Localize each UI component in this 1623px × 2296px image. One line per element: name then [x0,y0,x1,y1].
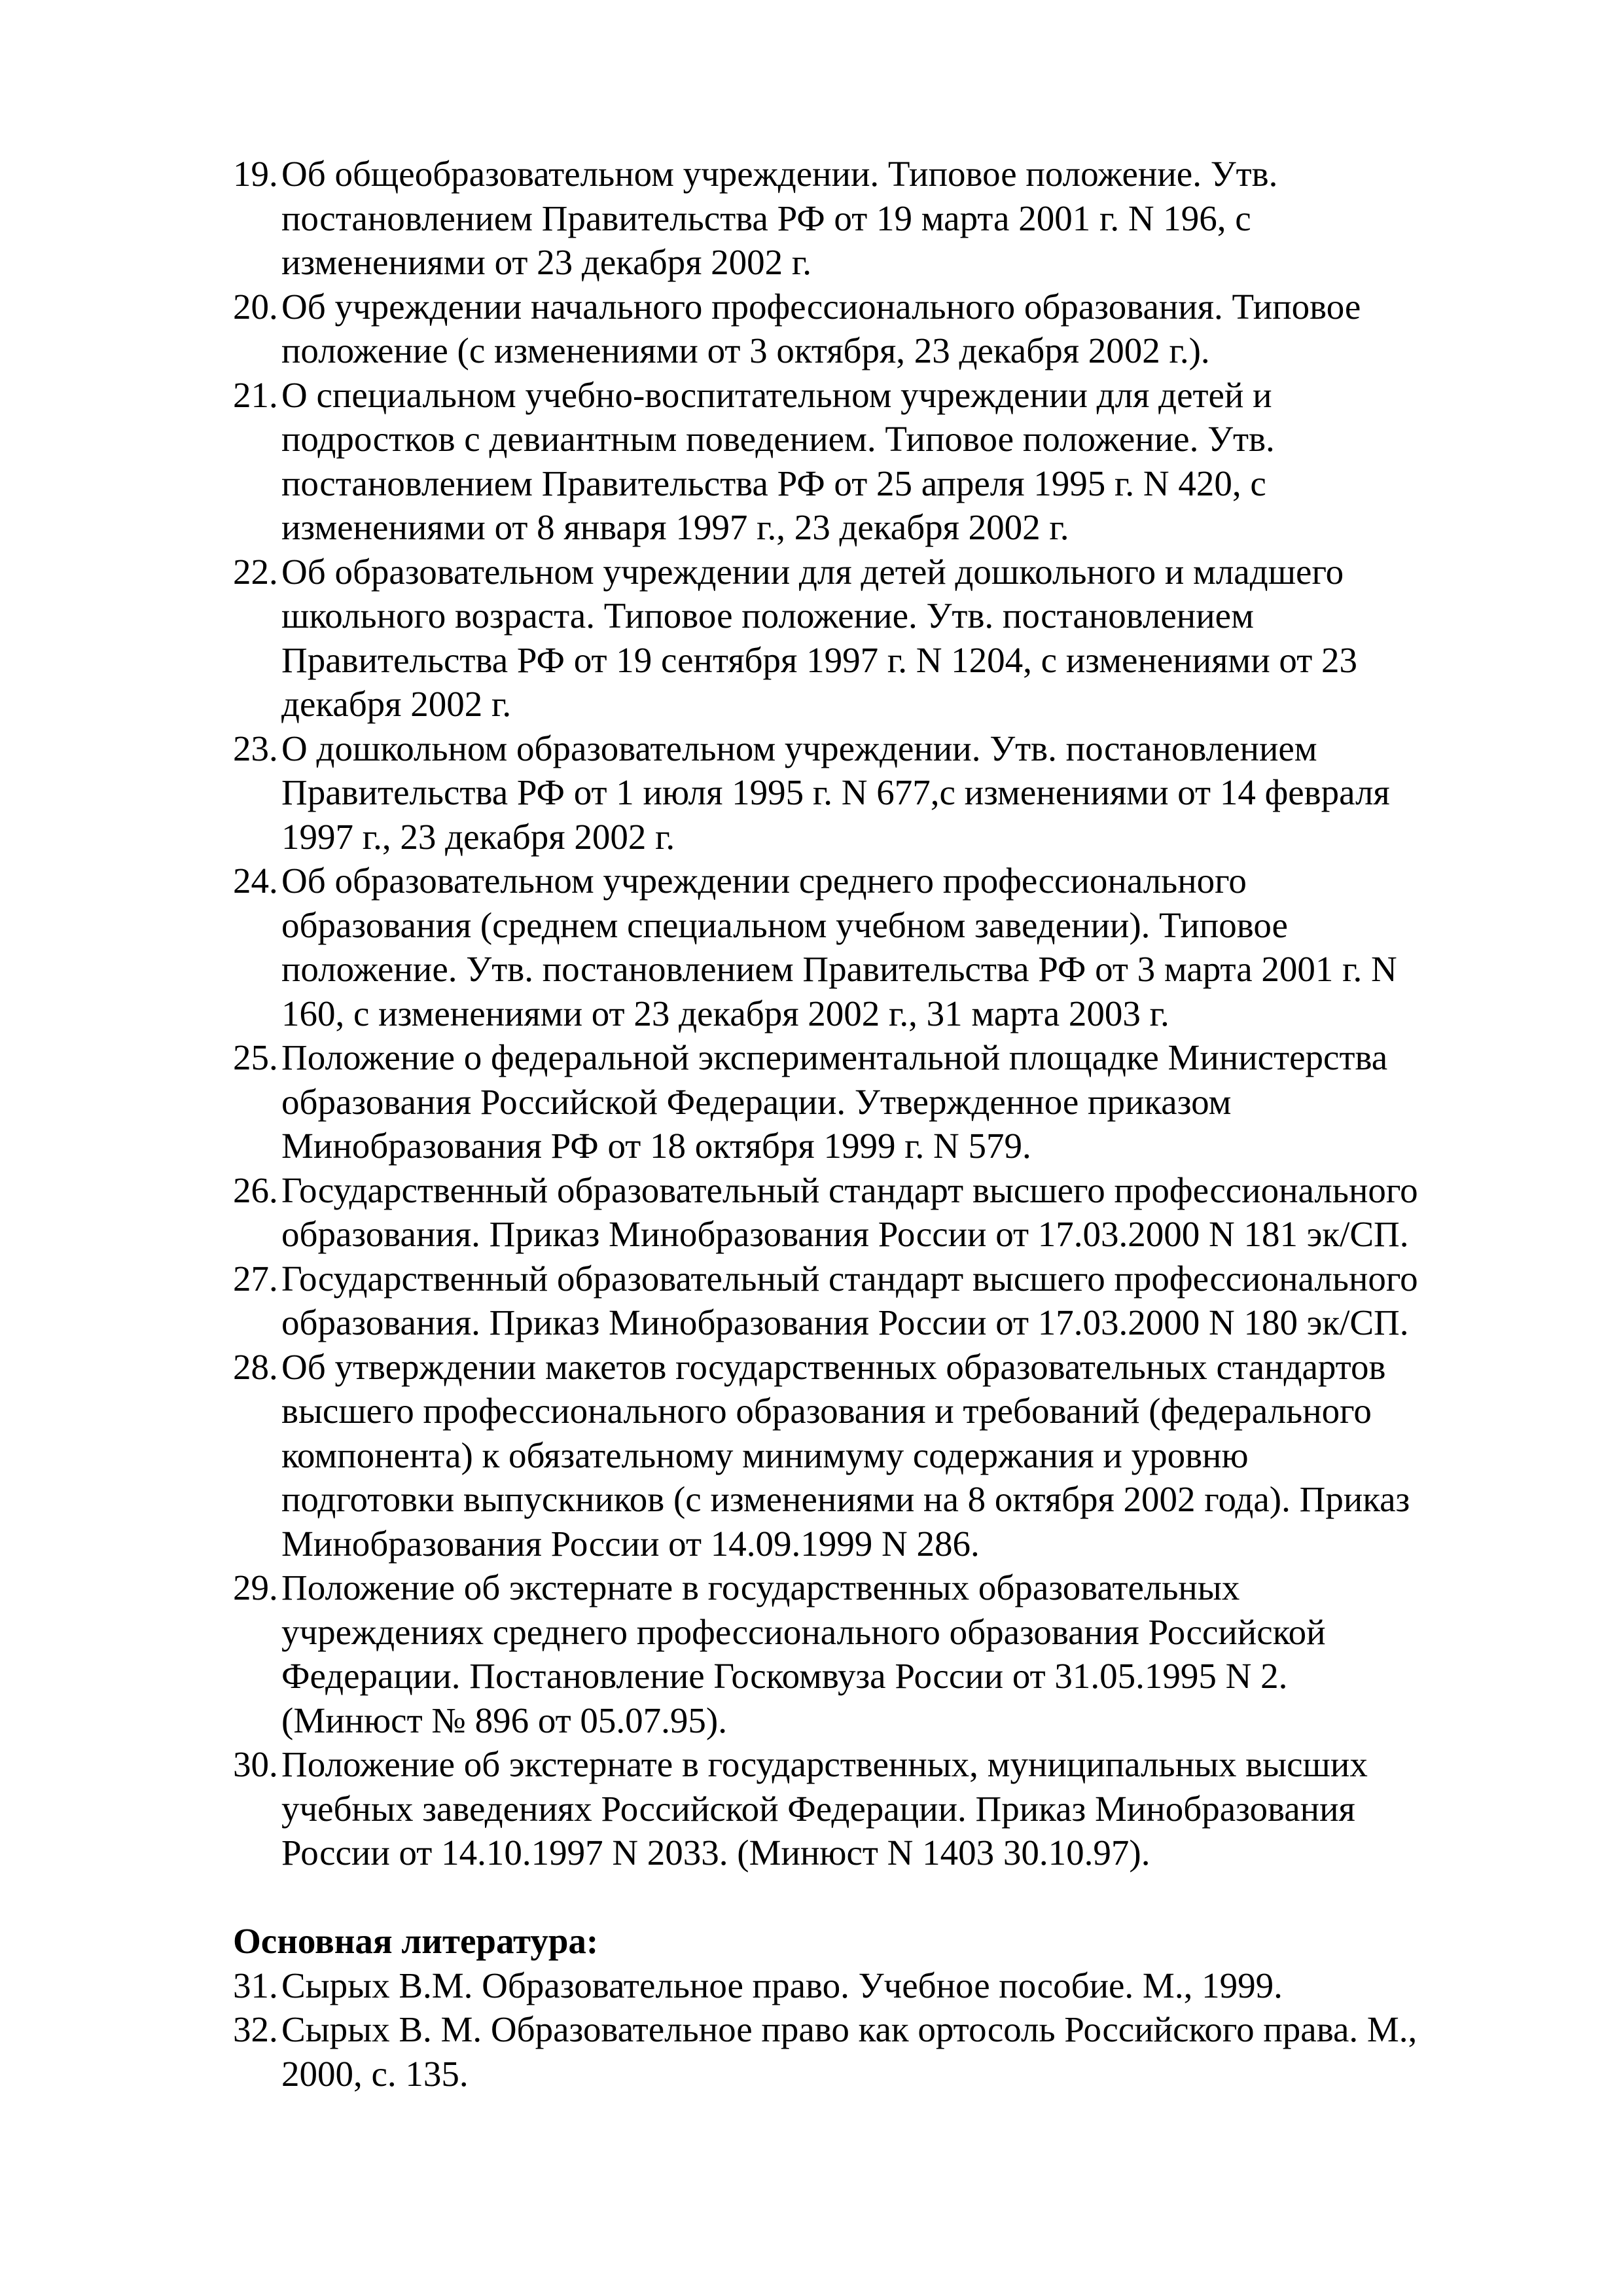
text-line: школьного возраста. Типовое положение. Утв. постановлением [281,596,1254,636]
text-line: образования. Приказ Минобразования России от 17.03.2000 N 181 эк/СП. [281,1214,1409,1254]
text-line: учреждениях среднего профессионального образования Российской [281,1611,1326,1652]
list-item-number: 26. [233,1170,278,1210]
text-line: подростков с девиантным поведением. Типовое положение. Утв. [281,419,1275,459]
list-item [233,1345,1503,1566]
text-line: 160, с изменениями от 23 декабря 2002 г., 31 марта 2003 г. [281,993,1169,1033]
text-line: высшего профессионального образования и требований (федерального [281,1391,1372,1431]
list-item [233,550,1503,726]
list-item-text [281,859,1503,1035]
text-line: Об общеобразовательном учреждении. Типовое положение. Утв. [281,154,1278,194]
list-item-text [281,285,1503,373]
text-line: Государственный образовательный стандарт высшего профессионального [281,1258,1418,1299]
text-line: Положение о федеральной экспериментальной площадке Министерства [281,1037,1388,1077]
list-item [233,2007,1503,2096]
list-item [233,373,1503,550]
text-line: Положение об экстернате в государственных образовательных [281,1568,1240,1607]
list-item-text [281,1257,1503,1345]
text-line: (Минюст № 896 от 05.07.95). [281,1700,727,1740]
list-item [233,1035,1503,1168]
list-item-number: 21. [233,374,278,415]
list-item-text [281,1964,1503,2008]
text-line: России от 14.10.1997 N 2033. (Минюст N 1403 30.10.97). [281,1833,1150,1873]
text-line: положение (с изменениями от 3 октября, 23 декабря 2002 г.). [281,331,1210,370]
text-line: О дошкольном образовательном учреждении. Утв. постановлением [281,728,1317,768]
list-item-number: 19. [233,154,278,194]
text-line: Государственный образовательный стандарт высшего профессионального [281,1170,1418,1210]
text-line: положение. Утв. постановлением Правительства РФ от 3 марта 2001 г. N [281,949,1397,989]
text-line: Об утверждении макетов государственных образовательных стандартов [281,1346,1386,1387]
list-item-number: 25. [233,1037,278,1077]
text-line: Сырых В. М. Образовательное право как ортосоль Российского права. М., [281,2009,1418,2049]
list-item-number: 24. [233,861,278,901]
text-line: образования. Приказ Минобразования России от 17.03.2000 N 180 эк/СП. [281,1302,1409,1342]
list-item [233,285,1503,373]
list-item-number: 31. [233,1965,278,2005]
text-line: изменениями от 8 января 1997 г., 23 декабря 2002 г. [281,507,1069,547]
text-line: постановлением Правительства РФ от 25 апреля 1995 г. N 420, с [281,463,1266,503]
list-item [233,1742,1503,1875]
text-line: образования (среднем специальном учебном заведении). Типовое [281,905,1288,945]
text-line: постановлением Правительства РФ от 19 марта 2001 г. N 196, с [281,198,1251,238]
list-item [233,1168,1503,1257]
list-item [233,1964,1503,2008]
list-item [233,1566,1503,1742]
list-item-text [281,1742,1503,1875]
text-line: Федерации. Постановление Госкомвуза России от 31.05.1995 N 2. [281,1656,1288,1696]
text-line: учебных заведениях Российской Федерации. Приказ Минобразования [281,1788,1355,1829]
list-item-number: 30. [233,1744,278,1784]
list-item [233,859,1503,1035]
text-line: компонента) к обязательному минимуму содержания и уровню [281,1435,1249,1475]
text-line: Минобразования России от 14.09.1999 N 286. [281,1523,980,1564]
list-item-text [281,1035,1503,1168]
text-line: образования Российской Федерации. Утвержденное приказом [281,1081,1232,1122]
text-line: О специальном учебно-воспитательном учреждении для детей и [281,374,1272,415]
text-line: Об образовательном учреждении для детей дошкольного и младшего [281,551,1344,592]
list-item-text [281,373,1503,550]
text-line: Правительства РФ от 1 июля 1995 г. N 677,с изменениями от 14 февраля [281,772,1390,812]
list-item-number: 28. [233,1346,278,1387]
list-item-number: 20. [233,286,278,327]
text-line: Минобразования РФ от 18 октября 1999 г. N 579. [281,1126,1031,1166]
list-item [233,152,1503,285]
text-line: Об образовательном учреждении среднего профессионального [281,861,1247,901]
list-item-number: 27. [233,1258,278,1299]
list-item-text [281,2007,1503,2096]
list-item [233,726,1503,859]
page-content [233,152,1503,2096]
regulations-list [233,152,1503,1875]
section-heading: Основная литература: [233,1921,599,1961]
text-line: изменениями от 23 декабря 2002 г. [281,242,812,282]
list-item-text [281,726,1503,859]
list-item-number: 22. [233,551,278,592]
text-line: подготовки выпускников (с изменениями на 8 октября 2002 года). Приказ [281,1479,1410,1519]
list-item-text [281,152,1503,285]
list-item [233,1257,1503,1345]
list-item-text [281,1168,1503,1257]
list-item-text [281,1345,1503,1566]
text-line: декабря 2002 г. [281,684,512,724]
text-line: Сырых В.М. Образовательное право. Учебное пособие. М., 1999. [281,1965,1283,2005]
text-line: 1997 г., 23 декабря 2002 г. [281,816,675,857]
text-line: Об учреждении начального профессионального образования. Типовое [281,286,1361,327]
text-line: Правительства РФ от 19 сентября 1997 г. N 1204, с изменениями от 23 [281,639,1357,680]
list-item-text [281,550,1503,726]
list-item-text [281,1566,1503,1742]
list-item-number: 23. [233,728,278,768]
text-line: Положение об экстернате в государственных, муниципальных высших [281,1744,1368,1784]
list-item-number: 32. [233,2009,278,2049]
text-line: 2000, с. 135. [281,2053,469,2094]
literature-list [233,1964,1503,2096]
list-item-number: 29. [233,1568,278,1607]
